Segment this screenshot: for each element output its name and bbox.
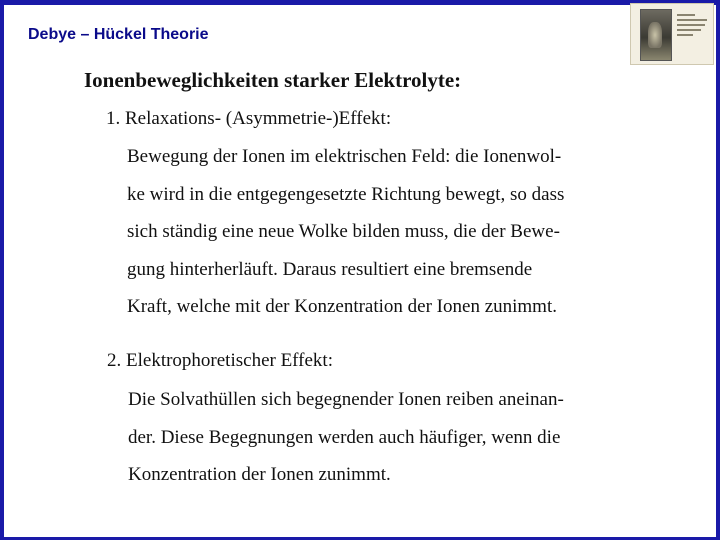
item-title-electrophoretic: 2. Elektrophoretischer Effekt:	[107, 350, 333, 371]
paragraph-line: der. Diese Begegnungen werden auch häufiger, wenn die	[128, 427, 561, 448]
paragraph-line: Die Solvathüllen sich begegnender Ionen reiben aneinan-	[128, 389, 564, 410]
document-heading: Ionenbeweglichkeiten starker Elektrolyte:	[84, 68, 462, 92]
paragraph-line: sich ständig eine neue Wolke bilden muss, die der Bewe-	[127, 221, 560, 242]
paragraph-line: Konzentration der Ionen zunimmt.	[128, 464, 391, 485]
paragraph-line: ke wird in die entgegengesetzte Richtung bewegt, so dass	[127, 184, 565, 205]
item-title-relaxation: 1. Relaxations- (Asymmetrie-)Effekt:	[106, 108, 392, 129]
slide-title: Debye – Hückel Theorie	[28, 26, 209, 43]
paragraph-line: Bewegung der Ionen im elektrischen Feld: die Ionenwol-	[127, 146, 562, 167]
paragraph-line: gung hinterherläuft. Daraus resultiert eine bremsende	[127, 259, 533, 280]
paragraph-line: Kraft, welche mit der Konzentration der Ionen zunimmt.	[127, 296, 557, 317]
